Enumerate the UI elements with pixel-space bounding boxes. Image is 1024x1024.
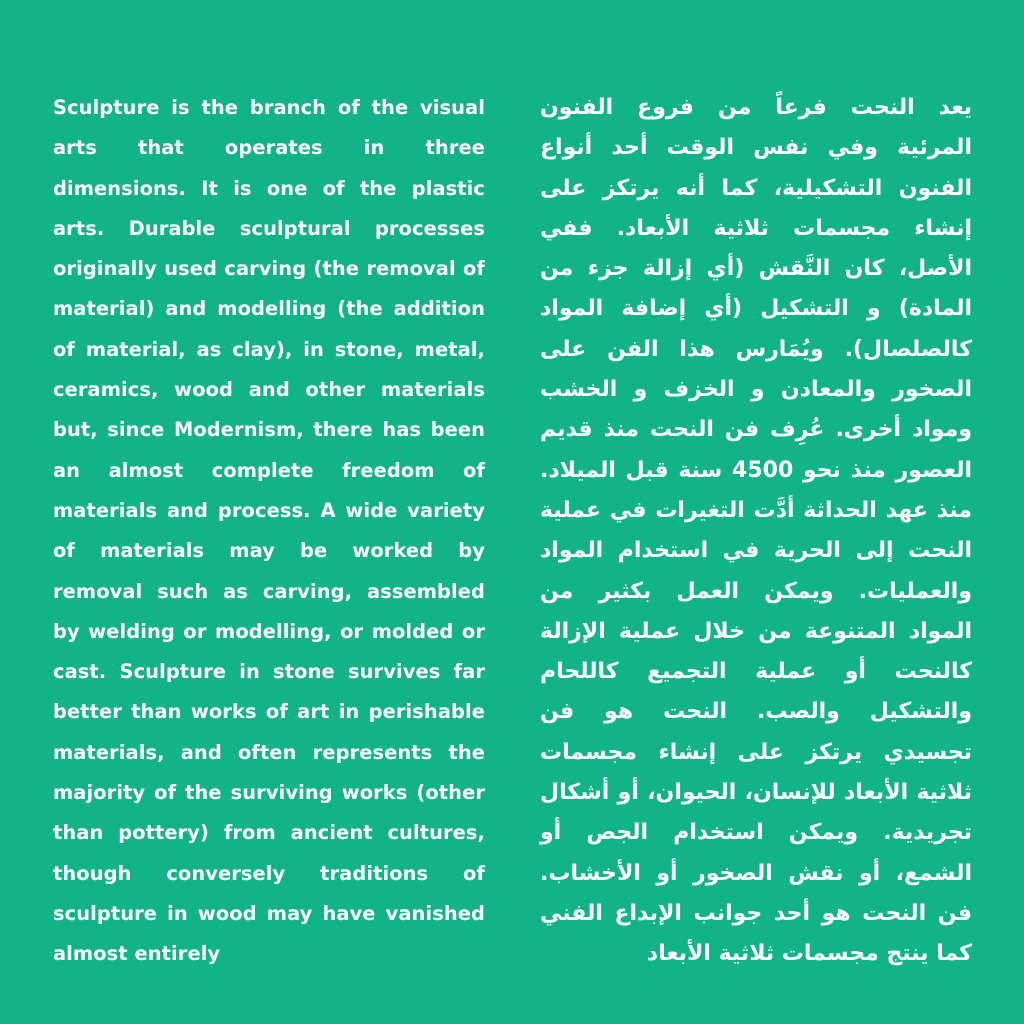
english-text-column: Sculpture is the branch of the visual arts that operates in three dimensions. It is one of the plastic arts. Durable sculptural processes originally used carving (the removal of material) and modelling (the addition of material, as clay), in stone, metal, ceramics, wood and other materials but, since Modernism, there has been an almost complete freedom of materials and process. A wide variety of materials may be worked by removal such as carving, assembled by welding or modelling, or molded or cast. Sculpture in stone survives far better than works of art in perishable materials, and often represents the majority of the surviving works (other than pottery) from ancient cultures, though conversely traditions of sculpture in wood may have vanished almost entirely — [53, 96, 485, 966]
arabic-text-column: يعد النحت فرعاً من فروع الفنون المرئية وفي نفس الوقت أحد أنواع الفنون التشكيلية، كما أنه يرتكز على إنشاء مجسمات ثلاثية الأبعاد. ففي الأصل، كان النَّقش (أي إزالة جزء من المادة) و التشكيل (أي إضافة المواد كالصلصال). ويُمَارس هذا الفن على الصخور والمعادن و الخزف و الخشب ومواد أخرى. عُرِف فن النحت منذ قديم العصور منذ نحو 4500 سنة قبل الميلاد. منذ عهد الحداثة أدَّت التغيرات في عملية النحت إلى الحرية في استخدام المواد والعمليات. ويمكن العمل بكثير من المواد المتنوعة من خلال عملية الإزالة كالنحت أو عملية التجميع كاللحام والتشكيل والصب. النحت هو فن تجسيدي يرتكز على إنشاء مجسمات ثلاثية الأبعاد للإنسان، الحيوان، أو أشكال تجريدية. ويمكن استخدام الجص أو الشمع، أو نقش الصخور أو الأخشاب. فن النحت هو أحد جوانب الإبداع الفني كما ينتج مجسمات ثلاثية الأبعاد — [540, 95, 972, 967]
